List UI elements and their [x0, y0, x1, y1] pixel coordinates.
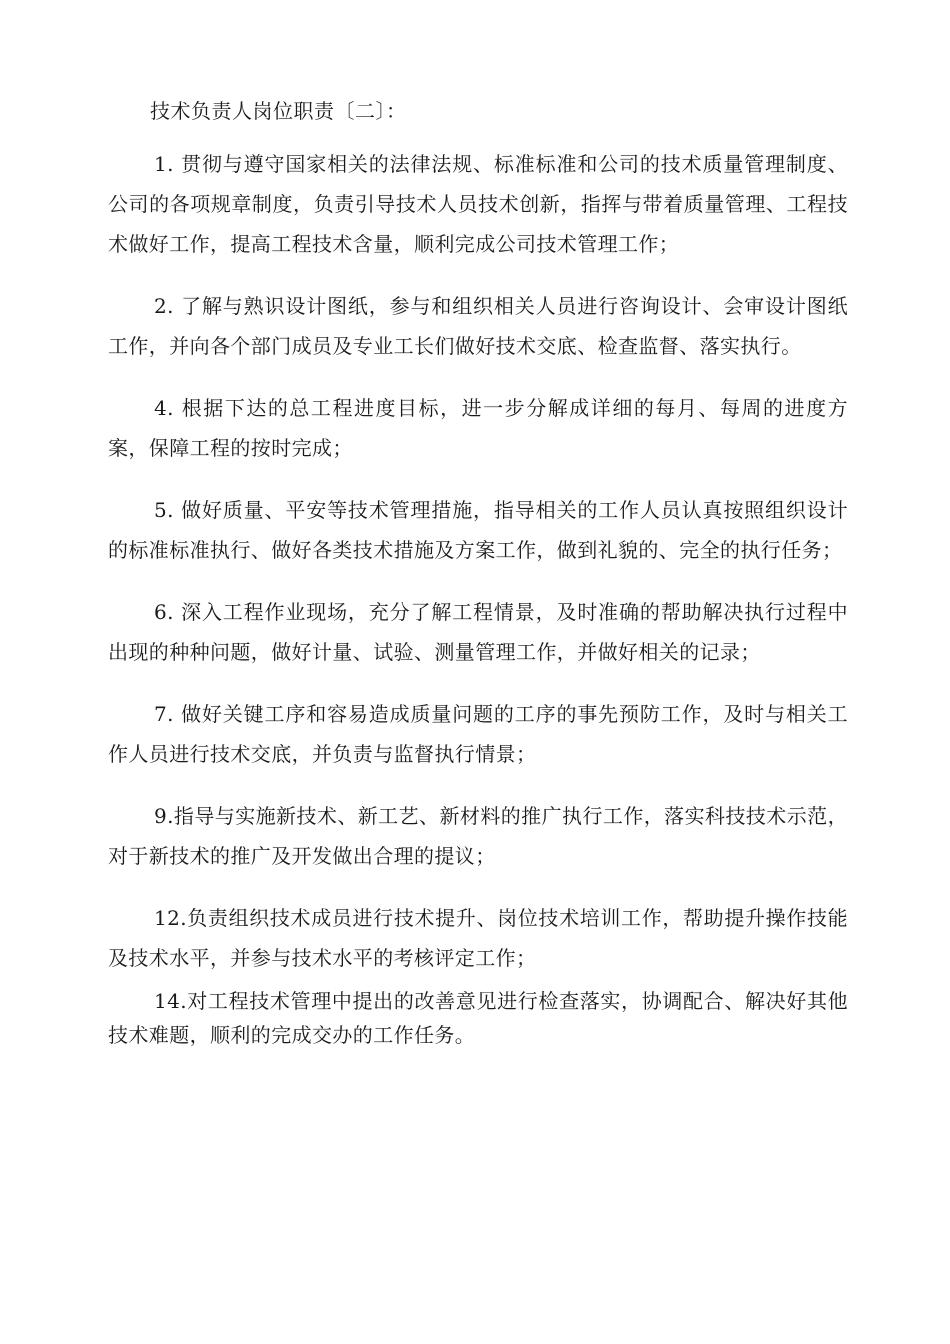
document-page: [108, 96, 848, 1074]
duty-item-12: 12.负责组织技术成员进行技术提升、岗位技术培训工作，帮助提升操作技能及技术水平，并参与技术水平的考核评定工作；: [108, 906, 848, 970]
duty-item-2: 2. 了解与熟识设计图纸，参与和组织相关人员进行咨询设计、会审设计图纸工作，并向各个部门成员及专业工长们做好技术交底、检查监督、落实执行。: [108, 294, 848, 358]
duty-item-6: 6. 深入工程作业现场，充分了解工程情景，及时准确的帮助解决执行过程中出现的种种问题，做好计量、试验、测量管理工作，并做好相关的记录；: [108, 600, 848, 664]
duty-item-5: 5. 做好质量、平安等技术管理措施，指导相关的工作人员认真按照组织设计的标准标准执行、做好各类技术措施及方案工作，做到礼貌的、完全的执行任务；: [108, 498, 848, 562]
duty-item-9: 9.指导与实施新技术、新工艺、新材料的推广执行工作，落实科技技术示范，对于新技术的推广及开发做出合理的提议；: [108, 804, 848, 868]
duty-item-4: 4. 根据下达的总工程进度目标，进一步分解成详细的每月、每周的进度方案，保障工程的按时完成；: [108, 396, 848, 460]
duty-item-14: 14.对工程技术管理中提出的改善意见进行检查落实，协调配合、解决好其他技术难题，顺利的完成交办的工作任务。: [108, 989, 848, 1047]
document-title: 技术负责人岗位职责〔二〕：: [150, 99, 407, 123]
duty-item-1: 1. 贯彻与遵守国家相关的法律法规、标准标准和公司的技术质量管理制度、公司的各项规章制度，负责引导技术人员技术创新，指挥与带着质量管理、工程技术做好工作，提高工程技术含量，顺利完成公司技术管理工作；: [108, 152, 848, 256]
duty-item-7: 7. 做好关键工序和容易造成质量问题的工序的事先预防工作，及时与相关工作人员进行技术交底，并负责与监督执行情景；: [108, 702, 848, 766]
